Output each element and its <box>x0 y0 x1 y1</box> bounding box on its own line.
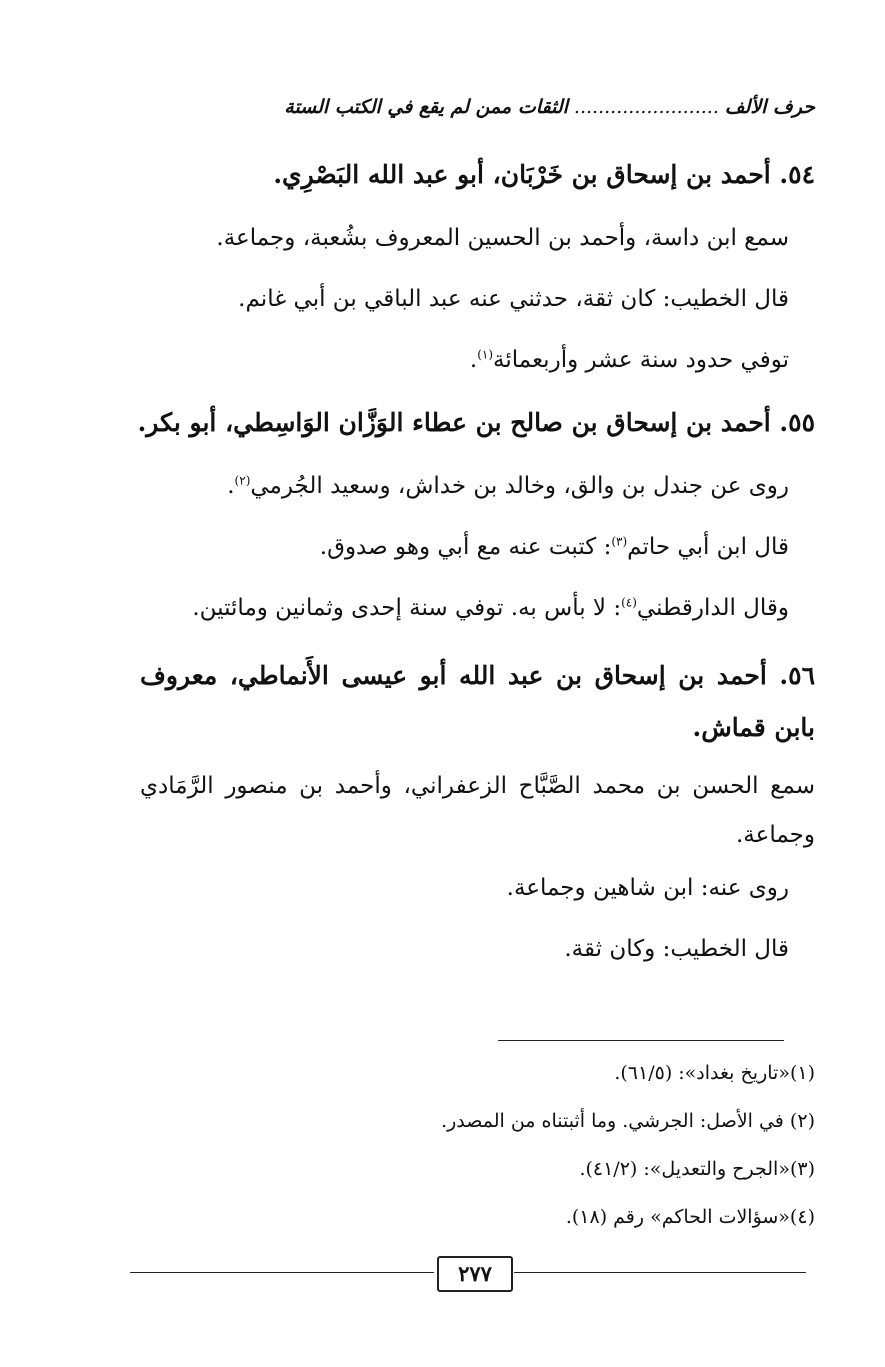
footnote-2: (٢) في الأصل: الجرشي. وما أثبتناه من المصدر. <box>441 1110 815 1132</box>
entry-55-line-1: روى عن جندل بن والق، وخالد بن خداش، وسعيد الجُرمي$^{(٢)}$. <box>227 473 789 499</box>
entry-55-line-2-a: قال ابن أبي حاتم <box>627 534 789 560</box>
footnote-separator <box>498 1040 784 1041</box>
footnote-3: (٣)«الجرح والتعديل»: (٤١/٢). <box>579 1158 815 1180</box>
entry-56-title: ٥٦. أحمد بن إسحاق بن عبد الله أبو عيسى الأَنماطي، معروف بابن قماش. <box>140 661 815 742</box>
header-chapter: حرف الألف <box>724 96 815 118</box>
header-book-title: الثقات ممن لم يقع في الكتب الستة <box>284 96 568 118</box>
entry-54-line-2: قال الخطيب: كان ثقة، حدثني عنه عبد الباقي بن أبي غانم. <box>238 286 789 312</box>
header-dots: ........................ <box>573 96 719 118</box>
entry-55-line-3-b: : لا بأس به. توفي سنة إحدى وثمانين ومائتين. <box>192 595 622 621</box>
entry-54-line-3-text: توفي حدود سنة عشر وأربعمائة <box>493 347 789 373</box>
footnote-ref-3: (٣) <box>611 534 628 549</box>
entry-55-line-2 <box>320 534 789 560</box>
entry-54-line-3: توفي حدود سنة عشر وأربعمائة$^{(١)}$. <box>469 347 789 373</box>
entry-56-line-3: قال الخطيب: وكان ثقة. <box>564 936 789 962</box>
footnote-ref-2: (٢) <box>234 473 251 488</box>
entry-54-line-1: سمع ابن داسة، وأحمد بن الحسين المعروف بشُعبة، وجماعة. <box>216 225 789 251</box>
footnote-1: (١)«تاريخ بغداد»: (٦١/٥). <box>614 1062 815 1084</box>
page-number: ٢٧٧ <box>437 1256 513 1292</box>
entry-56-line-1: سمع الحسن بن محمد الصَّبَّاح الزعفراني، وأحمد بن منصور الرَّمَادي وجماعة. <box>140 773 815 848</box>
entry-55-line-1-text: روى عن جندل بن والق، وخالد بن خداش، وسعيد الجُرمي <box>250 473 789 499</box>
footnote-4: (٤)«سؤالات الحاكم» رقم (١٨). <box>565 1206 815 1228</box>
entry-55-line-2-b: : كتبت عنه مع أبي وهو صدوق. <box>319 534 612 560</box>
entry-56-line-2: روى عنه: ابن شاهين وجماعة. <box>506 875 789 901</box>
entry-55-title: ٥٥. أحمد بن إسحاق بن صالح بن عطاء الوَزَّان الوَاسِطي، أبو بكر. <box>137 408 815 437</box>
entry-55-line-3 <box>192 595 789 621</box>
entry-55-line-3-a: وقال الدارقطني <box>636 595 789 621</box>
footnote-ref-1: (١) <box>477 347 494 362</box>
footer-rule-left <box>130 1272 434 1273</box>
running-header <box>284 96 815 118</box>
footer-rule-right <box>514 1272 806 1273</box>
footnote-ref-4: (٤) <box>621 595 637 610</box>
entry-54-title: ٥٤. أحمد بن إسحاق بن خَرْبَان، أبو عبد الله البَصْرِي. <box>273 160 815 189</box>
